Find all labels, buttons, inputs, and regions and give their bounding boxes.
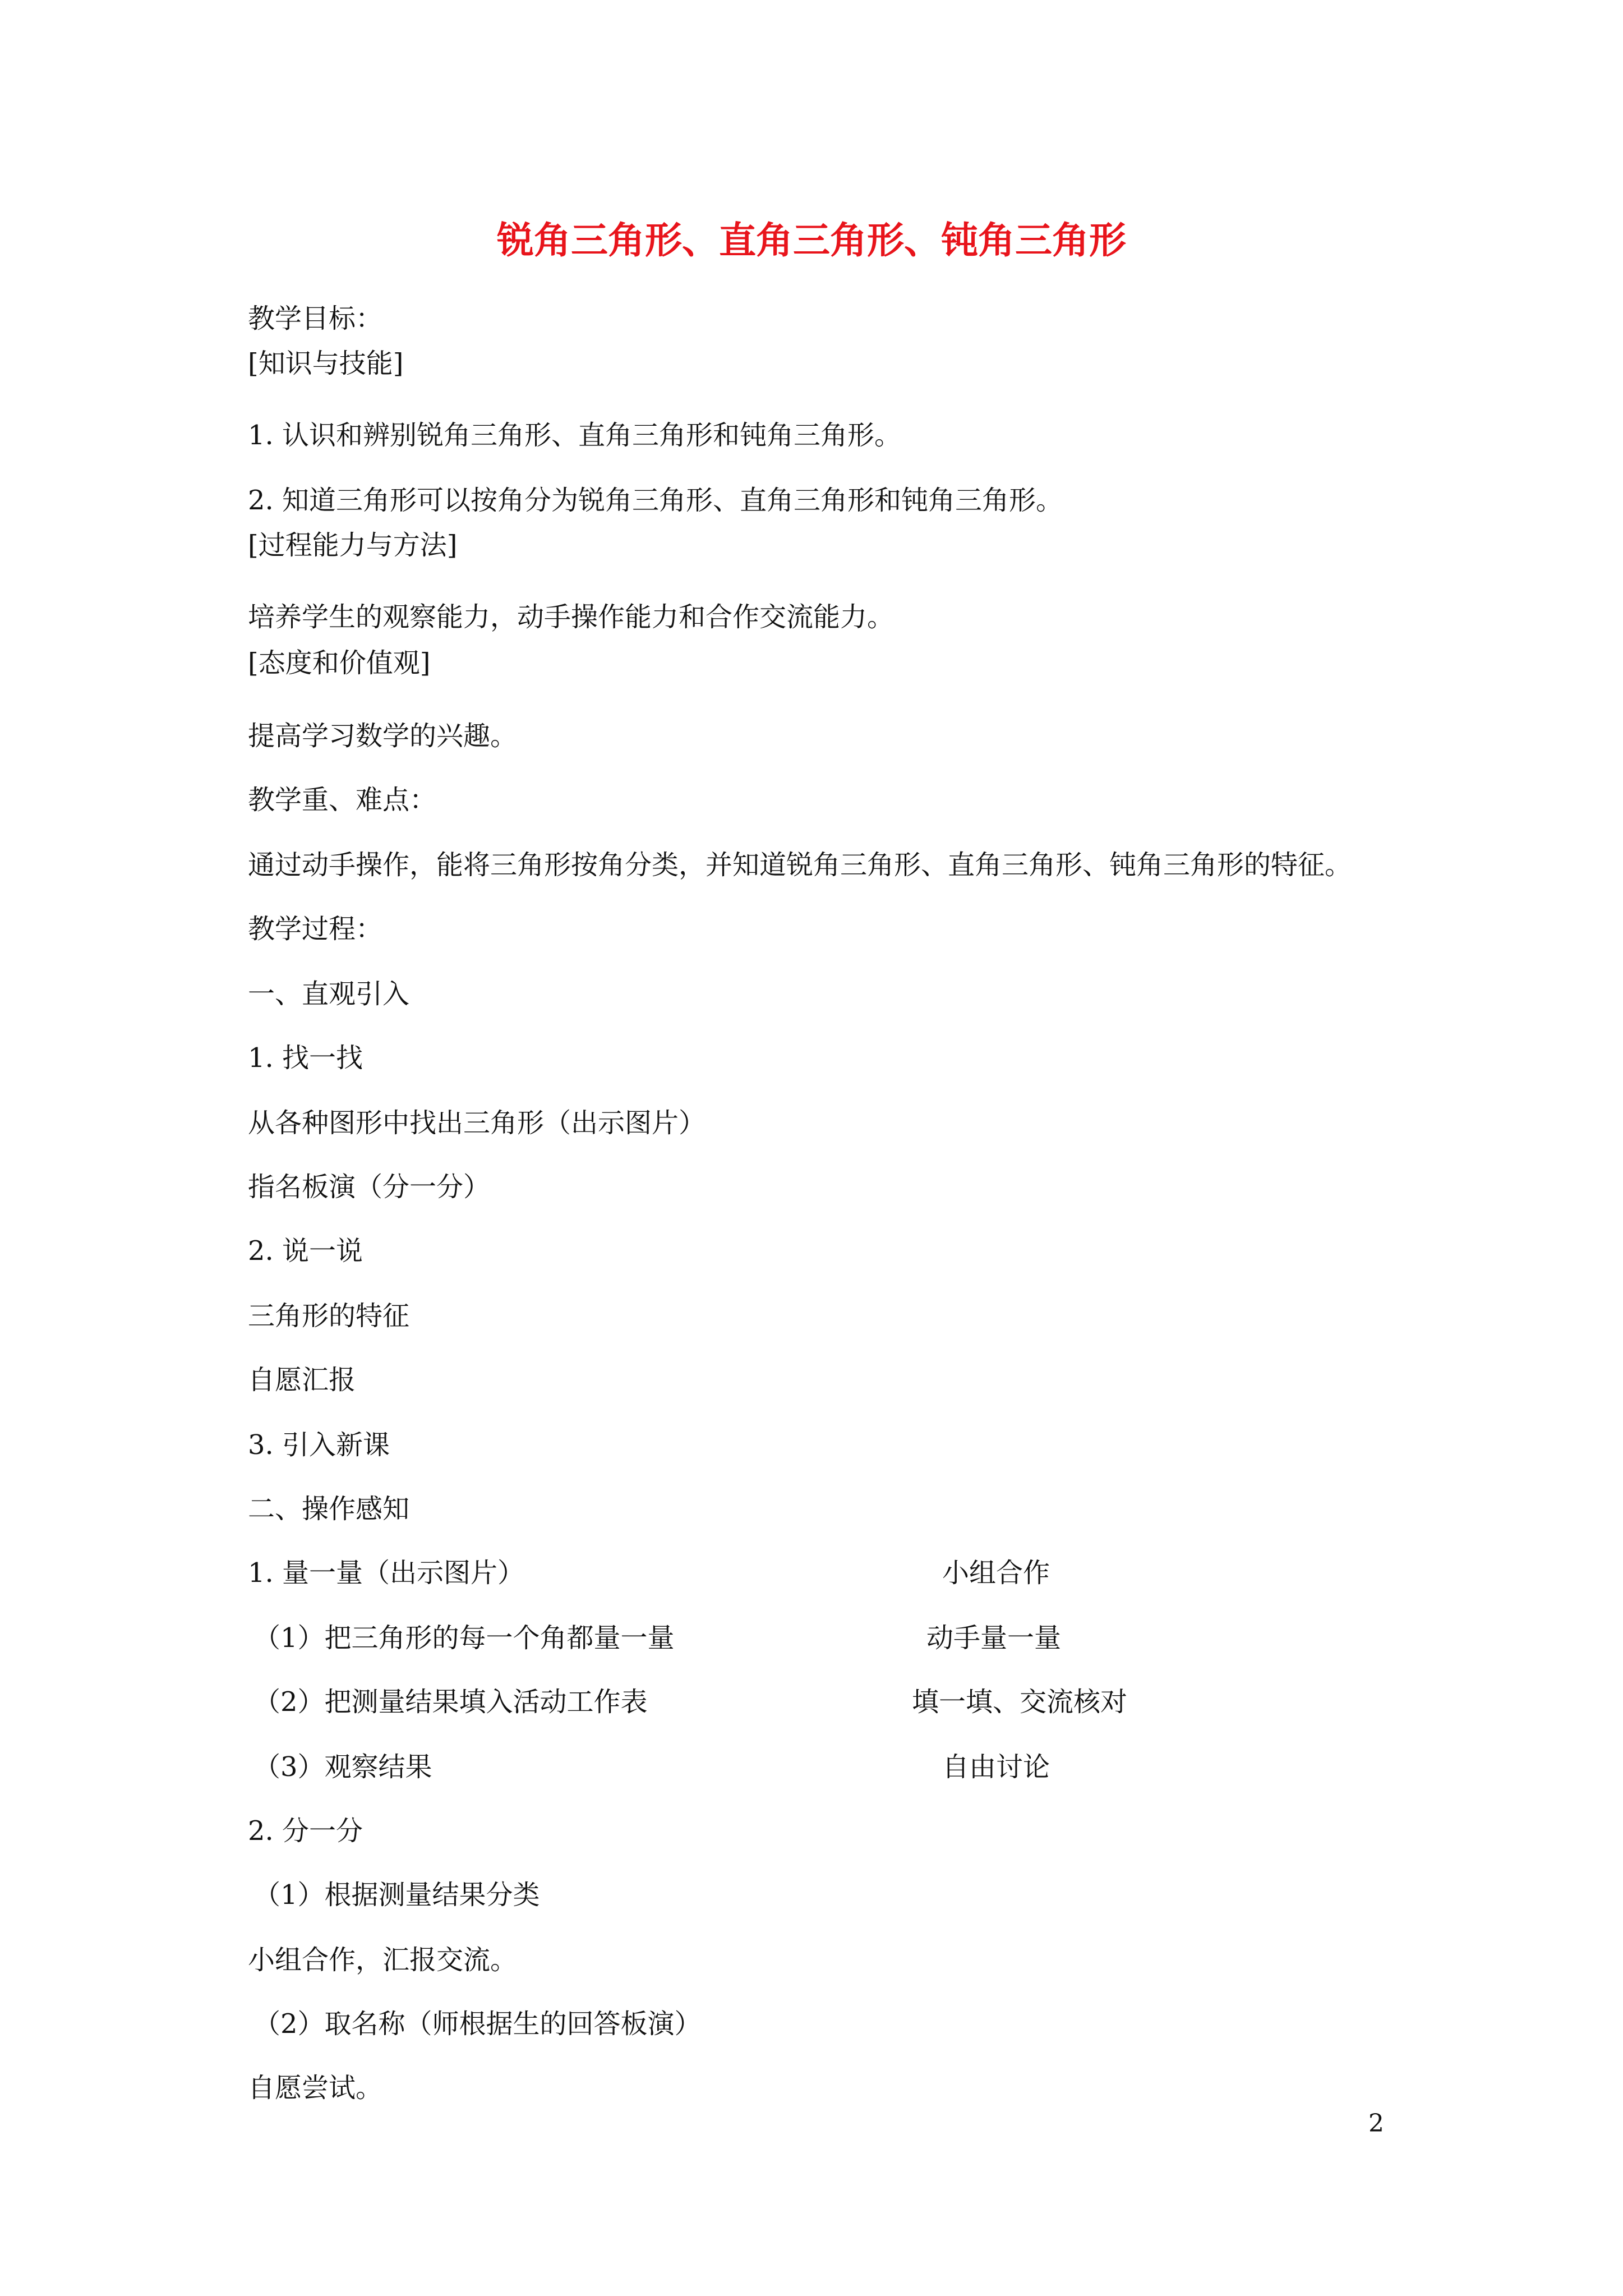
- text-line-key-points-heading: 教学重、难点：: [248, 784, 437, 816]
- text-line-teaching-goals: 教学目标：: [248, 303, 383, 334]
- text-line-goal-1: 1. 认识和辨别锐角三角形、直角三角形和钝角三角形。: [248, 420, 902, 451]
- text-line-goal-2: 2. 知道三角形可以按角分为锐角三角形、直角三角形和钝角三角形。: [248, 485, 1063, 516]
- text-line-measure: 1. 量一量（出示图片）: [248, 1557, 525, 1589]
- text-line-fill-results: （2）把测量结果填入活动工作表: [253, 1686, 648, 1718]
- text-line-section-2: 二、操作感知: [248, 1493, 410, 1525]
- text-line-interest: 提高学习数学的兴趣。: [248, 720, 518, 752]
- text-line-teaching-process: 教学过程：: [248, 913, 383, 945]
- text-line-section-1: 一、直观引入: [248, 978, 410, 1010]
- text-line-triangle-features: 三角形的特征: [248, 1300, 410, 1332]
- text-line-measure-angles: （1）把三角形的每一个角都量一量: [253, 1622, 675, 1654]
- page-number: 2: [1368, 2109, 1384, 2138]
- note-free-discussion: 自由讨论: [942, 1751, 1050, 1783]
- note-measure-by-hand: 动手量一量: [926, 1622, 1062, 1654]
- text-line-classify-by-measure: （1）根据测量结果分类: [253, 1879, 540, 1911]
- text-line-naming: （2）取名称（师根据生的回答板演）: [253, 2008, 702, 2040]
- text-line-process-methods: [过程能力与方法]: [248, 530, 458, 561]
- text-line-voluntary-report: 自愿汇报: [248, 1364, 356, 1396]
- text-line-key-points: 通过动手操作，能将三角形按角分类，并知道锐角三角形、直角三角形、钝角三角形的特征。: [248, 849, 1352, 881]
- text-line-board-demo: 指名板演（分一分）: [248, 1171, 491, 1203]
- text-line-find-triangles: 从各种图形中找出三角形（出示图片）: [248, 1107, 706, 1139]
- text-line-attitude-values: [态度和价值观]: [248, 647, 431, 679]
- text-line-group-report: 小组合作，汇报交流。: [248, 1944, 518, 1976]
- text-line-say: 2. 说一说: [248, 1235, 363, 1267]
- note-fill-and-check: 填一填、交流核对: [912, 1686, 1128, 1718]
- text-line-new-lesson: 3. 引入新课: [248, 1429, 390, 1461]
- text-line-classify: 2. 分一分: [248, 1815, 363, 1847]
- text-line-observe-results: （3）观察结果: [253, 1751, 432, 1783]
- text-line-abilities: 培养学生的观察能力，动手操作能力和合作交流能力。: [248, 601, 895, 633]
- note-group-cooperation: 小组合作: [942, 1557, 1050, 1589]
- text-line-voluntary-try: 自愿尝试。: [248, 2072, 383, 2104]
- text-line-find: 1. 找一找: [248, 1042, 363, 1074]
- document-title: 锐角三角形、直角三角形、钝角三角形: [497, 218, 1126, 262]
- text-line-knowledge-skills: [知识与技能]: [248, 348, 404, 379]
